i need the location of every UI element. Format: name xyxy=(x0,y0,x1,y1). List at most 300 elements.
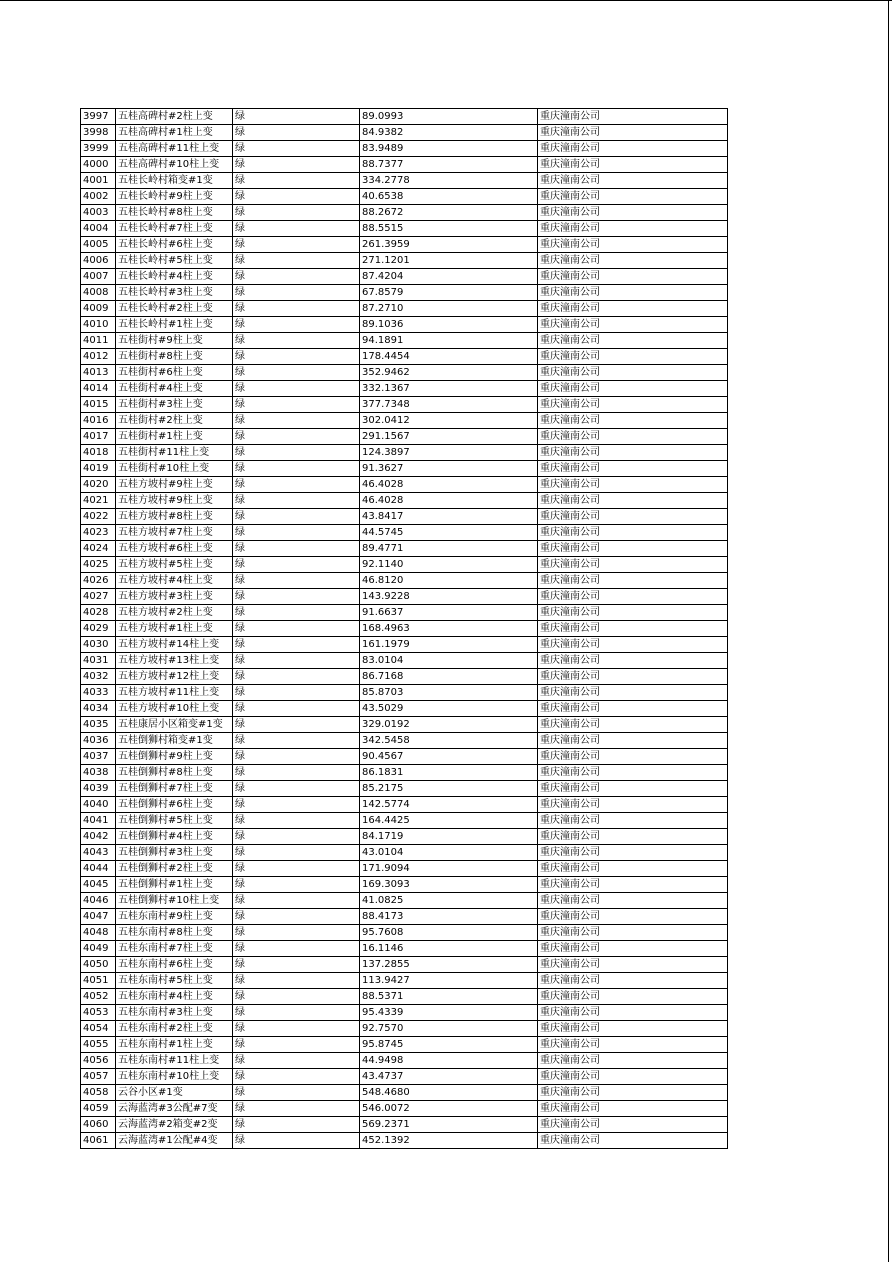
transformer-name-cell: 五桂街村#3柱上变 xyxy=(116,397,233,413)
value-cell: 137.2855 xyxy=(360,957,538,973)
value-cell: 46.8120 xyxy=(360,573,538,589)
table-row xyxy=(81,781,728,797)
row-id-cell: 4001 xyxy=(81,173,116,189)
table-row xyxy=(81,605,728,621)
transformer-name-cell: 五桂倒狮村#7柱上变 xyxy=(116,781,233,797)
value-cell: 302.0412 xyxy=(360,413,538,429)
transformer-name-cell: 五桂方坡村#13柱上变 xyxy=(116,653,233,669)
table-row xyxy=(81,749,728,765)
row-id-cell: 4031 xyxy=(81,653,116,669)
table-row xyxy=(81,333,728,349)
company-cell: 重庆潼南公司 xyxy=(538,621,728,637)
status-cell: 绿 xyxy=(233,781,360,797)
value-cell: 67.8579 xyxy=(360,285,538,301)
table-row xyxy=(81,829,728,845)
company-cell: 重庆潼南公司 xyxy=(538,461,728,477)
transformer-name-cell: 五桂方坡村#8柱上变 xyxy=(116,509,233,525)
status-cell: 绿 xyxy=(233,365,360,381)
table-row xyxy=(81,1021,728,1037)
value-cell: 124.3897 xyxy=(360,445,538,461)
company-cell: 重庆潼南公司 xyxy=(538,781,728,797)
value-cell: 88.4173 xyxy=(360,909,538,925)
table-row xyxy=(81,717,728,733)
transformer-name-cell: 五桂东南村#1柱上变 xyxy=(116,1037,233,1053)
transformer-name-cell: 五桂倒狮村#3柱上变 xyxy=(116,845,233,861)
value-cell: 89.0993 xyxy=(360,109,538,125)
status-cell: 绿 xyxy=(233,813,360,829)
transformer-name-cell: 五桂方坡村#10柱上变 xyxy=(116,701,233,717)
row-id-cell: 4029 xyxy=(81,621,116,637)
transformer-name-cell: 五桂东南村#8柱上变 xyxy=(116,925,233,941)
table-row xyxy=(81,429,728,445)
status-cell: 绿 xyxy=(233,973,360,989)
transformer-name-cell: 五桂街村#1柱上变 xyxy=(116,429,233,445)
transformer-name-cell: 云海蓝湾#2箱变#2变 xyxy=(116,1117,233,1133)
transformer-name-cell: 五桂倒狮村箱变#1变 xyxy=(116,733,233,749)
company-cell: 重庆潼南公司 xyxy=(538,1021,728,1037)
transformer-name-cell: 五桂长岭村#4柱上变 xyxy=(116,269,233,285)
value-cell: 95.4339 xyxy=(360,1005,538,1021)
company-cell: 重庆潼南公司 xyxy=(538,125,728,141)
status-cell: 绿 xyxy=(233,381,360,397)
company-cell: 重庆潼南公司 xyxy=(538,989,728,1005)
transformer-name-cell: 五桂街村#9柱上变 xyxy=(116,333,233,349)
table-row xyxy=(81,557,728,573)
table-row xyxy=(81,445,728,461)
row-id-cell: 4014 xyxy=(81,381,116,397)
status-cell: 绿 xyxy=(233,525,360,541)
status-cell: 绿 xyxy=(233,173,360,189)
value-cell: 352.9462 xyxy=(360,365,538,381)
value-cell: 142.5774 xyxy=(360,797,538,813)
status-cell: 绿 xyxy=(233,237,360,253)
value-cell: 178.4454 xyxy=(360,349,538,365)
transformer-name-cell: 五桂长岭村箱变#1变 xyxy=(116,173,233,189)
table-row xyxy=(81,1133,728,1149)
value-cell: 43.8417 xyxy=(360,509,538,525)
table-body xyxy=(81,109,728,1149)
table-row xyxy=(81,477,728,493)
table-row xyxy=(81,653,728,669)
status-cell: 绿 xyxy=(233,221,360,237)
page-top-border xyxy=(0,0,892,1)
table-row xyxy=(81,301,728,317)
row-id-cell: 4010 xyxy=(81,317,116,333)
row-id-cell: 4002 xyxy=(81,189,116,205)
table-row xyxy=(81,589,728,605)
row-id-cell: 4061 xyxy=(81,1133,116,1149)
table-row xyxy=(81,317,728,333)
value-cell: 171.9094 xyxy=(360,861,538,877)
status-cell: 绿 xyxy=(233,445,360,461)
row-id-cell: 4018 xyxy=(81,445,116,461)
company-cell: 重庆潼南公司 xyxy=(538,845,728,861)
table-row xyxy=(81,797,728,813)
row-id-cell: 4004 xyxy=(81,221,116,237)
transformer-name-cell: 五桂倒狮村#2柱上变 xyxy=(116,861,233,877)
company-cell: 重庆潼南公司 xyxy=(538,317,728,333)
table-row xyxy=(81,621,728,637)
transformer-name-cell: 五桂长岭村#3柱上变 xyxy=(116,285,233,301)
transformer-name-cell: 五桂倒狮村#6柱上变 xyxy=(116,797,233,813)
company-cell: 重庆潼南公司 xyxy=(538,477,728,493)
transformer-name-cell: 五桂东南村#3柱上变 xyxy=(116,1005,233,1021)
table-row xyxy=(81,413,728,429)
row-id-cell: 4051 xyxy=(81,973,116,989)
page-right-border xyxy=(888,0,889,1262)
company-cell: 重庆潼南公司 xyxy=(538,1133,728,1149)
company-cell: 重庆潼南公司 xyxy=(538,1037,728,1053)
value-cell: 271.1201 xyxy=(360,253,538,269)
row-id-cell: 4052 xyxy=(81,989,116,1005)
company-cell: 重庆潼南公司 xyxy=(538,205,728,221)
transformer-name-cell: 五桂街村#10柱上变 xyxy=(116,461,233,477)
status-cell: 绿 xyxy=(233,989,360,1005)
status-cell: 绿 xyxy=(233,349,360,365)
table-row xyxy=(81,925,728,941)
company-cell: 重庆潼南公司 xyxy=(538,941,728,957)
transformer-name-cell: 五桂东南村#6柱上变 xyxy=(116,957,233,973)
table-row xyxy=(81,269,728,285)
transformer-name-cell: 五桂长岭村#8柱上变 xyxy=(116,205,233,221)
value-cell: 85.8703 xyxy=(360,685,538,701)
company-cell: 重庆潼南公司 xyxy=(538,1069,728,1085)
transformer-name-cell: 五桂长岭村#9柱上变 xyxy=(116,189,233,205)
company-cell: 重庆潼南公司 xyxy=(538,749,728,765)
table-row xyxy=(81,397,728,413)
company-cell: 重庆潼南公司 xyxy=(538,397,728,413)
value-cell: 452.1392 xyxy=(360,1133,538,1149)
value-cell: 291.1567 xyxy=(360,429,538,445)
row-id-cell: 4005 xyxy=(81,237,116,253)
transformer-name-cell: 五桂倒狮村#1柱上变 xyxy=(116,877,233,893)
company-cell: 重庆潼南公司 xyxy=(538,653,728,669)
row-id-cell: 3999 xyxy=(81,141,116,157)
company-cell: 重庆潼南公司 xyxy=(538,557,728,573)
value-cell: 89.4771 xyxy=(360,541,538,557)
table-row xyxy=(81,509,728,525)
company-cell: 重庆潼南公司 xyxy=(538,221,728,237)
status-cell: 绿 xyxy=(233,717,360,733)
row-id-cell: 4035 xyxy=(81,717,116,733)
status-cell: 绿 xyxy=(233,557,360,573)
transformer-name-cell: 五桂方坡村#1柱上变 xyxy=(116,621,233,637)
row-id-cell: 4046 xyxy=(81,893,116,909)
transformer-name-cell: 五桂倒狮村#10柱上变 xyxy=(116,893,233,909)
table-row xyxy=(81,173,728,189)
table-row xyxy=(81,877,728,893)
status-cell: 绿 xyxy=(233,701,360,717)
value-cell: 44.5745 xyxy=(360,525,538,541)
company-cell: 重庆潼南公司 xyxy=(538,701,728,717)
transformer-name-cell: 五桂方坡村#6柱上变 xyxy=(116,541,233,557)
table-row xyxy=(81,973,728,989)
value-cell: 91.3627 xyxy=(360,461,538,477)
transformer-name-cell: 五桂街村#11柱上变 xyxy=(116,445,233,461)
table-row xyxy=(81,365,728,381)
row-id-cell: 4045 xyxy=(81,877,116,893)
transformer-name-cell: 云谷小区#1变 xyxy=(116,1085,233,1101)
company-cell: 重庆潼南公司 xyxy=(538,1053,728,1069)
table-row xyxy=(81,221,728,237)
row-id-cell: 4047 xyxy=(81,909,116,925)
table-row xyxy=(81,861,728,877)
company-cell: 重庆潼南公司 xyxy=(538,381,728,397)
table-row xyxy=(81,1037,728,1053)
row-id-cell: 4021 xyxy=(81,493,116,509)
status-cell: 绿 xyxy=(233,1021,360,1037)
row-id-cell: 3998 xyxy=(81,125,116,141)
status-cell: 绿 xyxy=(233,397,360,413)
company-cell: 重庆潼南公司 xyxy=(538,1085,728,1101)
company-cell: 重庆潼南公司 xyxy=(538,541,728,557)
table-row xyxy=(81,525,728,541)
company-cell: 重庆潼南公司 xyxy=(538,269,728,285)
value-cell: 342.5458 xyxy=(360,733,538,749)
value-cell: 43.0104 xyxy=(360,845,538,861)
row-id-cell: 4043 xyxy=(81,845,116,861)
status-cell: 绿 xyxy=(233,1101,360,1117)
company-cell: 重庆潼南公司 xyxy=(538,525,728,541)
transformer-name-cell: 五桂方坡村#5柱上变 xyxy=(116,557,233,573)
transformer-name-cell: 五桂高碑村#1柱上变 xyxy=(116,125,233,141)
table-row xyxy=(81,1117,728,1133)
row-id-cell: 4060 xyxy=(81,1117,116,1133)
status-cell: 绿 xyxy=(233,877,360,893)
company-cell: 重庆潼南公司 xyxy=(538,605,728,621)
row-id-cell: 4022 xyxy=(81,509,116,525)
status-cell: 绿 xyxy=(233,829,360,845)
table-row xyxy=(81,205,728,221)
transformer-name-cell: 五桂方坡村#3柱上变 xyxy=(116,589,233,605)
company-cell: 重庆潼南公司 xyxy=(538,173,728,189)
status-cell: 绿 xyxy=(233,685,360,701)
transformer-name-cell: 五桂方坡村#14柱上变 xyxy=(116,637,233,653)
row-id-cell: 4039 xyxy=(81,781,116,797)
table-row xyxy=(81,349,728,365)
company-cell: 重庆潼南公司 xyxy=(538,141,728,157)
status-cell: 绿 xyxy=(233,285,360,301)
status-cell: 绿 xyxy=(233,653,360,669)
value-cell: 86.7168 xyxy=(360,669,538,685)
status-cell: 绿 xyxy=(233,493,360,509)
value-cell: 84.1719 xyxy=(360,829,538,845)
table-row xyxy=(81,381,728,397)
row-id-cell: 4032 xyxy=(81,669,116,685)
row-id-cell: 4007 xyxy=(81,269,116,285)
value-cell: 88.2672 xyxy=(360,205,538,221)
table-row xyxy=(81,1069,728,1085)
table-row xyxy=(81,893,728,909)
value-cell: 87.2710 xyxy=(360,301,538,317)
table-row xyxy=(81,237,728,253)
value-cell: 41.0825 xyxy=(360,893,538,909)
transformer-name-cell: 五桂倒狮村#5柱上变 xyxy=(116,813,233,829)
company-cell: 重庆潼南公司 xyxy=(538,349,728,365)
table-row xyxy=(81,941,728,957)
status-cell: 绿 xyxy=(233,909,360,925)
table-row xyxy=(81,141,728,157)
company-cell: 重庆潼南公司 xyxy=(538,189,728,205)
status-cell: 绿 xyxy=(233,733,360,749)
table-row xyxy=(81,461,728,477)
row-id-cell: 4011 xyxy=(81,333,116,349)
row-id-cell: 4015 xyxy=(81,397,116,413)
company-cell: 重庆潼南公司 xyxy=(538,429,728,445)
status-cell: 绿 xyxy=(233,301,360,317)
company-cell: 重庆潼南公司 xyxy=(538,573,728,589)
value-cell: 46.4028 xyxy=(360,477,538,493)
transformer-name-cell: 五桂东南村#9柱上变 xyxy=(116,909,233,925)
row-id-cell: 3997 xyxy=(81,109,116,125)
table-row xyxy=(81,765,728,781)
transformer-name-cell: 五桂长岭村#2柱上变 xyxy=(116,301,233,317)
value-cell: 83.9489 xyxy=(360,141,538,157)
value-cell: 16.1146 xyxy=(360,941,538,957)
transformer-name-cell: 五桂街村#2柱上变 xyxy=(116,413,233,429)
status-cell: 绿 xyxy=(233,797,360,813)
row-id-cell: 4048 xyxy=(81,925,116,941)
row-id-cell: 4053 xyxy=(81,1005,116,1021)
company-cell: 重庆潼南公司 xyxy=(538,365,728,381)
company-cell: 重庆潼南公司 xyxy=(538,301,728,317)
company-cell: 重庆潼南公司 xyxy=(538,861,728,877)
value-cell: 377.7348 xyxy=(360,397,538,413)
value-cell: 46.4028 xyxy=(360,493,538,509)
value-cell: 92.1140 xyxy=(360,557,538,573)
status-cell: 绿 xyxy=(233,541,360,557)
value-cell: 88.5515 xyxy=(360,221,538,237)
row-id-cell: 4056 xyxy=(81,1053,116,1069)
table-row xyxy=(81,813,728,829)
table-row xyxy=(81,989,728,1005)
company-cell: 重庆潼南公司 xyxy=(538,493,728,509)
company-cell: 重庆潼南公司 xyxy=(538,973,728,989)
company-cell: 重庆潼南公司 xyxy=(538,1101,728,1117)
transformer-name-cell: 五桂康居小区箱变#1变 xyxy=(116,717,233,733)
value-cell: 89.1036 xyxy=(360,317,538,333)
row-id-cell: 4041 xyxy=(81,813,116,829)
value-cell: 92.7570 xyxy=(360,1021,538,1037)
transformer-name-cell: 五桂长岭村#7柱上变 xyxy=(116,221,233,237)
value-cell: 164.4425 xyxy=(360,813,538,829)
status-cell: 绿 xyxy=(233,1069,360,1085)
table-row xyxy=(81,109,728,125)
table-row xyxy=(81,701,728,717)
transformer-name-cell: 五桂高碑村#2柱上变 xyxy=(116,109,233,125)
row-id-cell: 4050 xyxy=(81,957,116,973)
table-row xyxy=(81,1005,728,1021)
table-row xyxy=(81,541,728,557)
row-id-cell: 4023 xyxy=(81,525,116,541)
transformer-name-cell: 五桂高碑村#11柱上变 xyxy=(116,141,233,157)
row-id-cell: 4020 xyxy=(81,477,116,493)
row-id-cell: 4033 xyxy=(81,685,116,701)
company-cell: 重庆潼南公司 xyxy=(538,877,728,893)
value-cell: 43.5029 xyxy=(360,701,538,717)
row-id-cell: 4016 xyxy=(81,413,116,429)
row-id-cell: 4030 xyxy=(81,637,116,653)
table-row xyxy=(81,669,728,685)
row-id-cell: 4038 xyxy=(81,765,116,781)
row-id-cell: 4017 xyxy=(81,429,116,445)
transformer-name-cell: 云海蓝湾#3公配#7变 xyxy=(116,1101,233,1117)
company-cell: 重庆潼南公司 xyxy=(538,685,728,701)
transformer-name-cell: 五桂东南村#4柱上变 xyxy=(116,989,233,1005)
value-cell: 85.2175 xyxy=(360,781,538,797)
status-cell: 绿 xyxy=(233,461,360,477)
value-cell: 161.1979 xyxy=(360,637,538,653)
status-cell: 绿 xyxy=(233,205,360,221)
transformer-name-cell: 五桂街村#6柱上变 xyxy=(116,365,233,381)
status-cell: 绿 xyxy=(233,333,360,349)
status-cell: 绿 xyxy=(233,477,360,493)
value-cell: 334.2778 xyxy=(360,173,538,189)
row-id-cell: 4034 xyxy=(81,701,116,717)
row-id-cell: 4009 xyxy=(81,301,116,317)
transformer-name-cell: 五桂方坡村#9柱上变 xyxy=(116,477,233,493)
value-cell: 84.9382 xyxy=(360,125,538,141)
status-cell: 绿 xyxy=(233,669,360,685)
company-cell: 重庆潼南公司 xyxy=(538,109,728,125)
table-row xyxy=(81,1101,728,1117)
value-cell: 88.5371 xyxy=(360,989,538,1005)
status-cell: 绿 xyxy=(233,413,360,429)
value-cell: 88.7377 xyxy=(360,157,538,173)
table-row xyxy=(81,1053,728,1069)
value-cell: 168.4963 xyxy=(360,621,538,637)
row-id-cell: 4008 xyxy=(81,285,116,301)
status-cell: 绿 xyxy=(233,749,360,765)
table-row xyxy=(81,493,728,509)
table-row xyxy=(81,909,728,925)
status-cell: 绿 xyxy=(233,269,360,285)
row-id-cell: 4057 xyxy=(81,1069,116,1085)
status-cell: 绿 xyxy=(233,1117,360,1133)
company-cell: 重庆潼南公司 xyxy=(538,733,728,749)
value-cell: 87.4204 xyxy=(360,269,538,285)
table-row xyxy=(81,957,728,973)
status-cell: 绿 xyxy=(233,925,360,941)
status-cell: 绿 xyxy=(233,317,360,333)
value-cell: 40.6538 xyxy=(360,189,538,205)
status-cell: 绿 xyxy=(233,1037,360,1053)
table-row xyxy=(81,125,728,141)
data-table xyxy=(80,108,728,1149)
row-id-cell: 4003 xyxy=(81,205,116,221)
company-cell: 重庆潼南公司 xyxy=(538,253,728,269)
row-id-cell: 4019 xyxy=(81,461,116,477)
status-cell: 绿 xyxy=(233,573,360,589)
status-cell: 绿 xyxy=(233,1053,360,1069)
transformer-name-cell: 五桂东南村#2柱上变 xyxy=(116,1021,233,1037)
row-id-cell: 4026 xyxy=(81,573,116,589)
company-cell: 重庆潼南公司 xyxy=(538,237,728,253)
row-id-cell: 4025 xyxy=(81,557,116,573)
table-row xyxy=(81,253,728,269)
value-cell: 86.1831 xyxy=(360,765,538,781)
transformer-name-cell: 五桂东南村#5柱上变 xyxy=(116,973,233,989)
status-cell: 绿 xyxy=(233,605,360,621)
transformer-name-cell: 五桂方坡村#2柱上变 xyxy=(116,605,233,621)
row-id-cell: 4055 xyxy=(81,1037,116,1053)
company-cell: 重庆潼南公司 xyxy=(538,765,728,781)
transformer-name-cell: 五桂倒狮村#9柱上变 xyxy=(116,749,233,765)
table-row xyxy=(81,157,728,173)
status-cell: 绿 xyxy=(233,893,360,909)
value-cell: 143.9228 xyxy=(360,589,538,605)
company-cell: 重庆潼南公司 xyxy=(538,413,728,429)
